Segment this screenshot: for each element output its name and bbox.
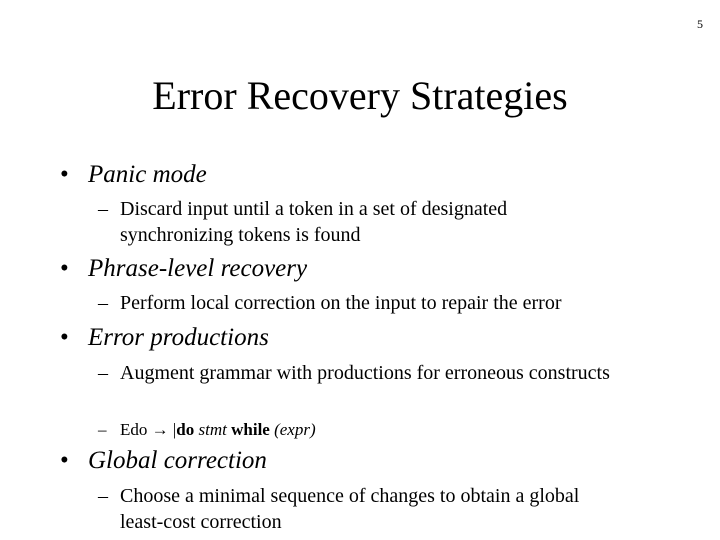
bullet-heading: Error productions [88, 324, 269, 351]
keyword-while: while [231, 420, 270, 439]
rule-stmt: stmt [198, 420, 227, 439]
bullet-glyph: • [60, 447, 69, 474]
sub-item-error-productions [98, 360, 618, 386]
sub-item-phrase-level [98, 290, 698, 316]
dash-glyph: – [98, 362, 108, 384]
bullet-glyph: • [60, 255, 69, 282]
dash-glyph: – [98, 198, 108, 220]
dash-glyph: – [98, 485, 108, 507]
slide-title: Error Recovery Strategies [152, 73, 568, 118]
keyword-do: do [176, 420, 195, 439]
bullet-glyph: • [60, 161, 69, 188]
rule-lhs: Edo [120, 420, 148, 439]
arrow-symbol: → [151, 420, 169, 439]
dash-glyph: – [98, 420, 107, 439]
bullet-heading: Panic mode [88, 161, 207, 188]
sub-item-text: Discard input until a token in a set of designated synchronizing tokens is found [120, 198, 508, 246]
bullet-glyph: • [60, 324, 69, 351]
bullet-heading: Global correction [88, 447, 267, 474]
bullet-heading: Phrase-level recovery [88, 255, 308, 282]
alternative-bar: | [172, 420, 177, 439]
page-number: 5 [697, 17, 703, 31]
rule-expr: (expr) [274, 420, 316, 439]
bullet-phrase-level-recovery [60, 254, 307, 284]
sub-item-text: Augment grammar with productions for erroneous constructs [120, 362, 610, 384]
bullet-panic-mode [60, 160, 207, 190]
sub-item-text: Choose a minimal sequence of changes to obtain a global least-cost correction [120, 485, 580, 533]
production-rule [98, 418, 316, 442]
sub-item-panic-mode [98, 196, 598, 248]
sub-item-global-correction [98, 483, 628, 535]
bullet-global-correction [60, 446, 267, 476]
bullet-error-productions [60, 323, 269, 353]
dash-glyph: – [98, 292, 108, 314]
sub-item-text: Perform local correction on the input to repair the error [120, 292, 562, 314]
